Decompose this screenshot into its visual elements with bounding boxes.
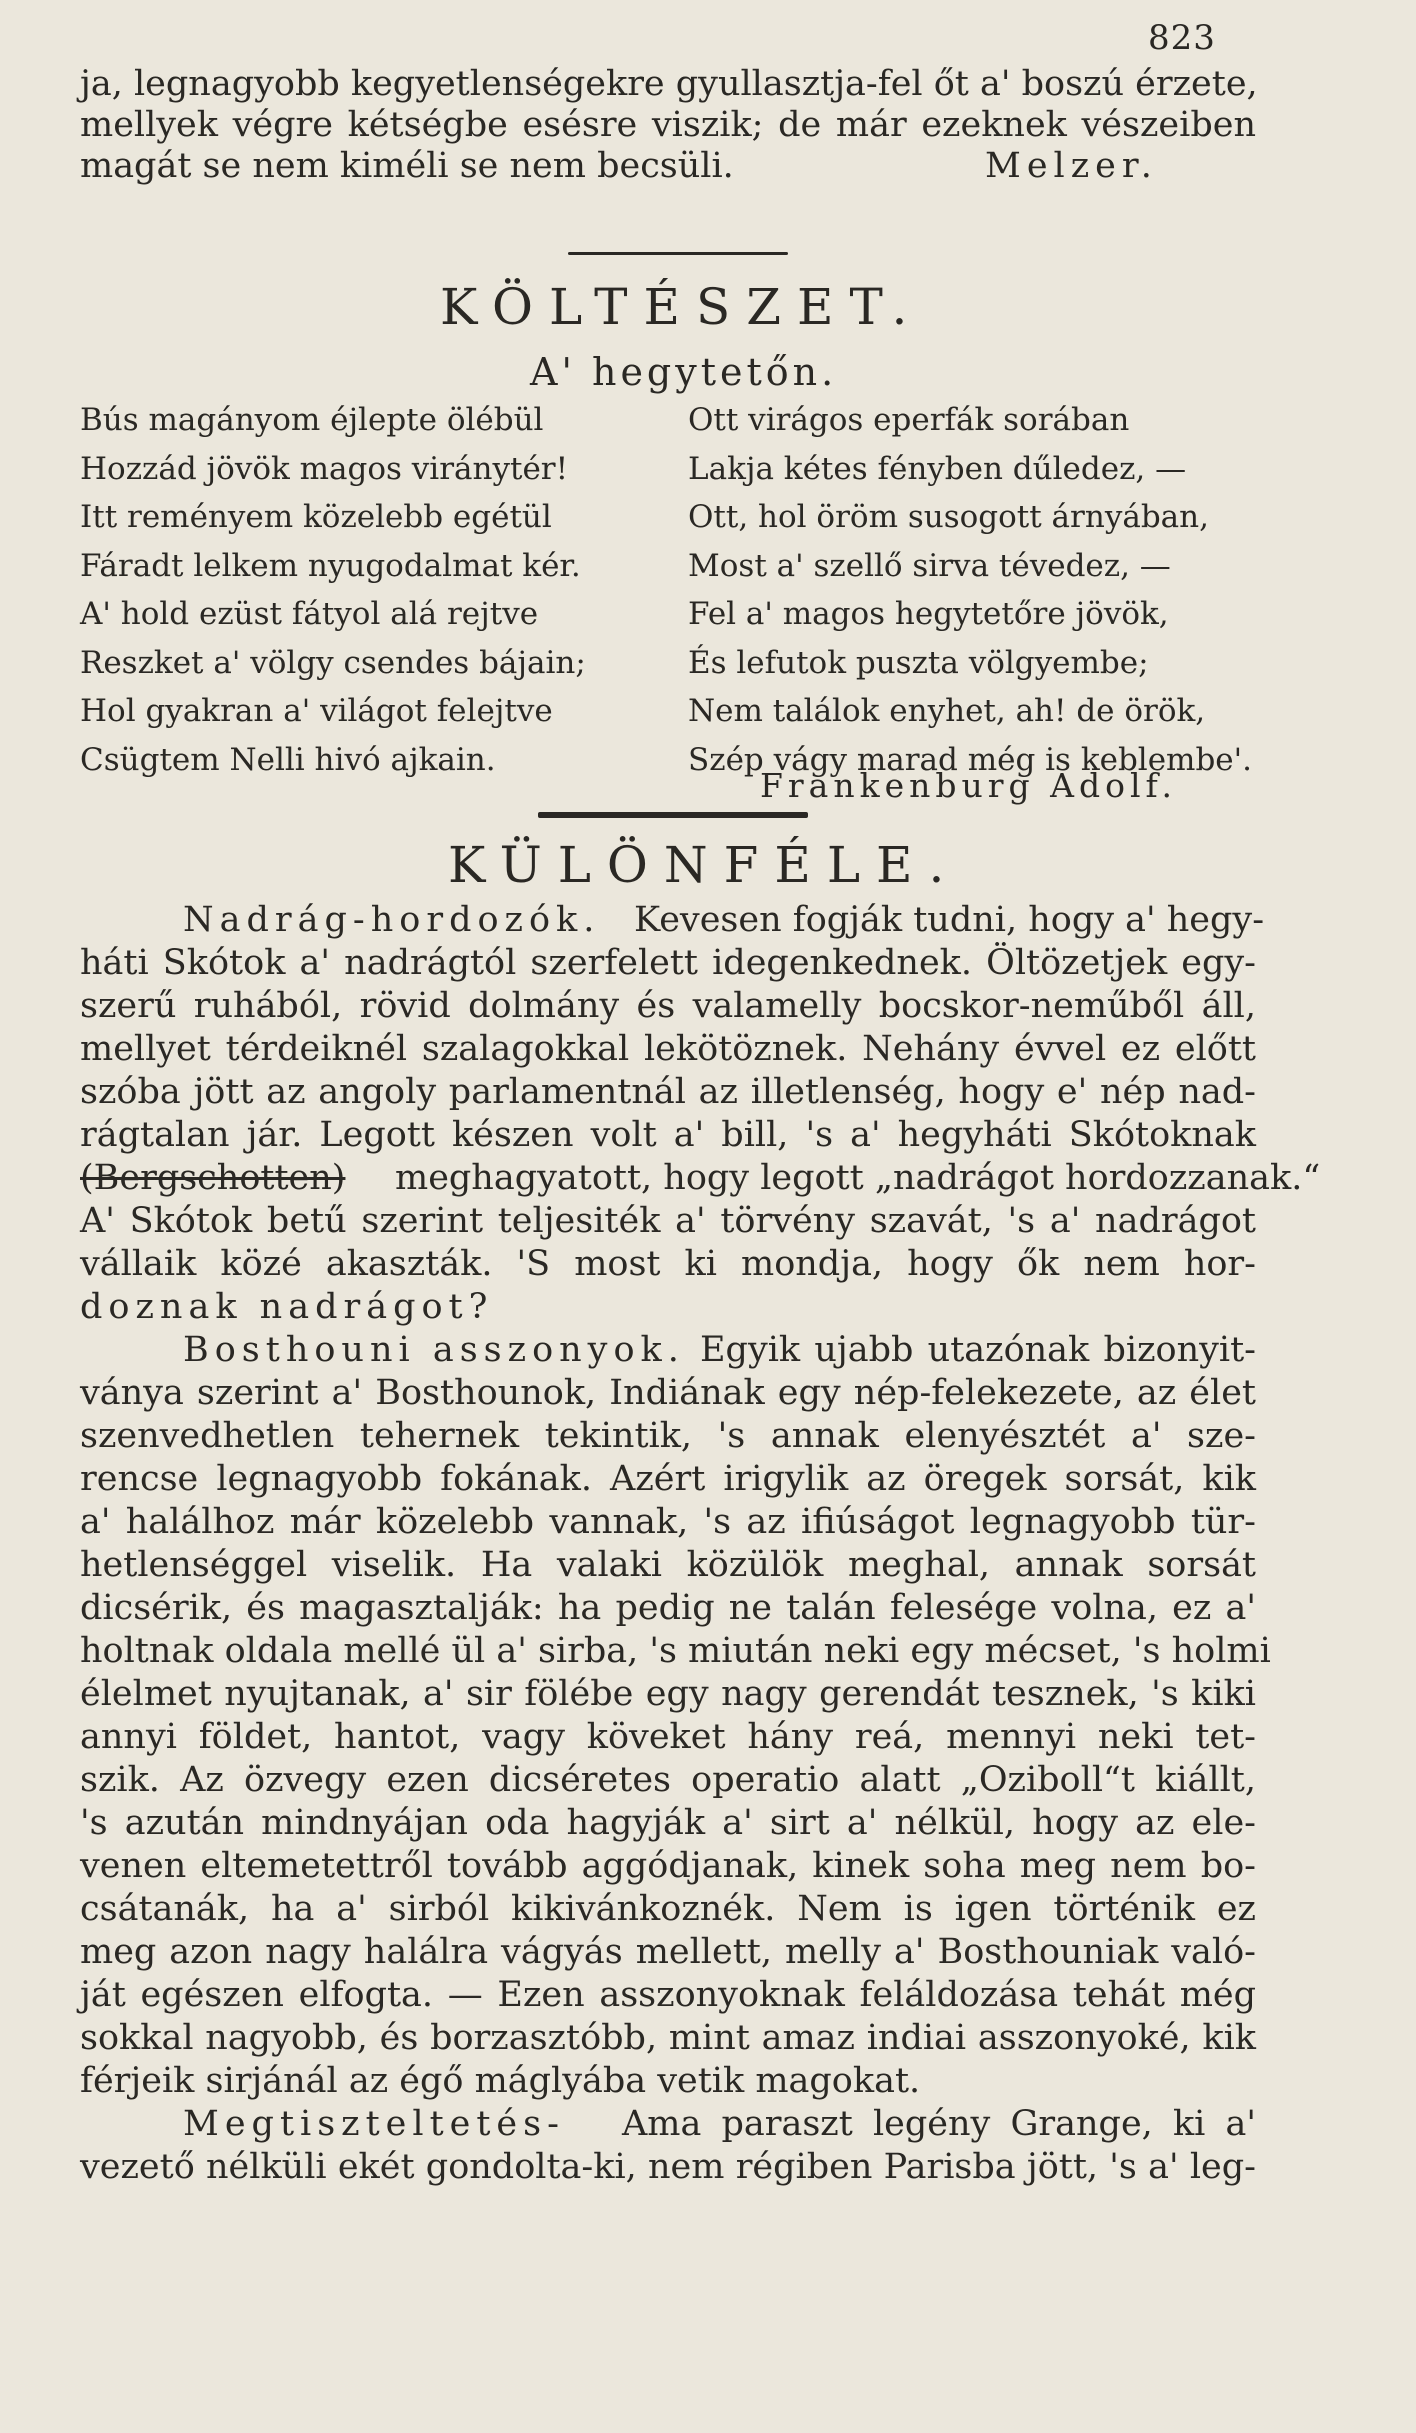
article-line: 's azután mindnyájan oda hagyják a' sirt a' nélkül, hogy az ele- <box>80 1803 1256 1843</box>
article-line: ványa szerint a' Bosthounok, Indiának egy nép-felekezete, az élet <box>80 1373 1256 1413</box>
article-line: csátanák, ha a' sirból kikivánkoznék. Nem is igen történik ez <box>80 1889 1256 1929</box>
article-line: rencse legnagyobb fokának. Azért irigylik az öregek sorsát, kik <box>80 1459 1256 1499</box>
article-line: vállaik közé akaszták. 'S most ki mondja, hogy ők nem hor- <box>80 1244 1256 1284</box>
poem-line: Ott, hol öröm susogott árnyában, <box>688 499 1209 535</box>
poem-title: A' hegytetőn. <box>530 350 838 394</box>
article-line: hetlenséggel viselik. Ha valaki közülök meghal, annak sorsát <box>80 1545 1256 1585</box>
article-line: vezető nélküli ekét gondolta-ki, nem régiben Parisba jött, 's a' leg- <box>80 2147 1256 2187</box>
miscellany-heading: KÜLÖNFÉLE. <box>448 836 961 894</box>
intro-line-1: ja, legnagyobb kegyetlenségekre gyullasztja-fel őt a' boszú érzete, <box>80 64 1258 104</box>
article-line: Egyik ujabb utazónak bizonyit- <box>700 1330 1256 1370</box>
article-line: rágtalan jár. Legott készen volt a' bill, 's a' hegyháti Skótoknak <box>80 1115 1256 1155</box>
poem-line: Itt reményem közelebb egétül <box>80 499 552 535</box>
article-line: meghagyatott, hogy legott „nadrágot hordozzanak.“ <box>395 1158 1321 1198</box>
poem-line: Lakja kétes fényben dűledez, — <box>688 450 1187 487</box>
poem-line: Hozzád jövök magos viránytér! <box>80 450 569 487</box>
article-line: szik. Az özvegy ezen dicséretes operatio alatt „Oziboll“t kiállt, <box>80 1760 1256 1800</box>
article-closing: doznak nadrágot? <box>80 1287 494 1327</box>
poem-right-column <box>688 396 1252 784</box>
poem-line: Nem találok enyhet, ah! de örök, <box>688 693 1206 729</box>
article-line: szerű ruhából, rövid dolmány és valamelly bocskor-neműből áll, <box>80 986 1256 1026</box>
article-line: venen eltemetettről tovább aggódjanak, kinek soha meg nem bo- <box>80 1846 1256 1886</box>
section-divider <box>568 252 788 255</box>
article-line: annyi földet, hantot, vagy köveket hány reá, mennyi neki tet- <box>80 1717 1256 1757</box>
article-line: Ama paraszt legény Grange, ki a' <box>622 2104 1256 2144</box>
poem-line: Most a' szellő sirva tévedez, — <box>688 547 1171 584</box>
intro-line-3: magát se nem kiméli se nem becsüli. <box>80 146 734 186</box>
poem-author: Frankenburg Adolf. <box>760 766 1178 805</box>
article-title: Bosthouni asszonyok. <box>183 1330 685 1370</box>
article-line: élelmet nyujtanak, a' sir fölébe egy nagy gerendát tesznek, 's kiki <box>80 1674 1256 1714</box>
page-number: 823 <box>1148 18 1216 58</box>
article-line: meg azon nagy halálra vágyás mellett, melly a' Bosthouniak való- <box>80 1932 1256 1972</box>
article-line: ját egészen elfogta. — Ezen asszonyoknak feláldozása tehát még <box>80 1975 1256 2015</box>
struck-text: (Bergschotten) <box>80 1158 346 1198</box>
article-line: dicsérik, és magasztalják: ha pedig ne talán felesége volna, ez a' <box>80 1588 1256 1628</box>
intro-signature: Melzer. <box>985 146 1158 186</box>
poem-line: Bús magányom éjlepte ölébül <box>80 402 544 438</box>
article-title: Nadrág-hordozók. <box>183 900 601 940</box>
article-line: háti Skótok a' nadrágtól szerfelett idegenkednek. Öltözetjek egy- <box>80 943 1256 983</box>
article-line: Kevesen fogják tudni, hogy a' hegy- <box>634 900 1265 940</box>
poetry-heading: KÖLTÉSZET. <box>440 278 924 336</box>
poem-line: Fel a' magos hegytetőre jövök, <box>688 596 1169 632</box>
intro-line-2: mellyek végre kétségbe esésre viszik; de már ezeknek vészeiben <box>80 105 1256 145</box>
poem-line: Ott virágos eperfák sorában <box>688 402 1130 438</box>
poem-line: Reszket a' völgy csendes bájain; <box>80 644 586 681</box>
poem-left-column <box>80 396 586 784</box>
article-line: a' halálhoz már közelebb vannak, 's az ifiúságot legnagyobb tür- <box>80 1502 1256 1542</box>
article-line: szóba jött az angoly parlamentnál az illetlenség, hogy e' nép nad- <box>80 1072 1256 1112</box>
article-title: Megtiszteltetés- <box>183 2104 565 2144</box>
poem-line: Csügtem Nelli hivó ajkain. <box>80 741 496 778</box>
section-divider <box>538 812 808 818</box>
poem-line: Szép vágy marad még is keblembe'. <box>688 741 1253 778</box>
poem-line: Fáradt lelkem nyugodalmat kér. <box>80 547 581 584</box>
poem-line: A' hold ezüst fátyol alá rejtve <box>80 596 539 632</box>
poem-line: És lefutok puszta völgyembe; <box>688 644 1149 681</box>
article-line: szenvedhetlen tehernek tekintik, 's annak elenyésztét a' sze- <box>80 1416 1256 1456</box>
poem-line: Hol gyakran a' világot felejtve <box>80 693 553 729</box>
article-line: sokkal nagyobb, és borzasztóbb, mint amaz indiai asszonyoké, kik <box>80 2018 1256 2058</box>
article-line: A' Skótok betű szerint teljesiték a' törvény szavát, 's a' nadrágot <box>80 1201 1256 1241</box>
article-line: férjeik sirjánál az égő máglyába vetik magokat. <box>80 2061 921 2101</box>
article-line: holtnak oldala mellé ül a' sirba, 's miután neki egy mécset, 's holmi <box>80 1631 1271 1671</box>
article-line: mellyet térdeiknél szalagokkal lekötöznek. Nehány évvel ez előtt <box>80 1029 1256 1069</box>
